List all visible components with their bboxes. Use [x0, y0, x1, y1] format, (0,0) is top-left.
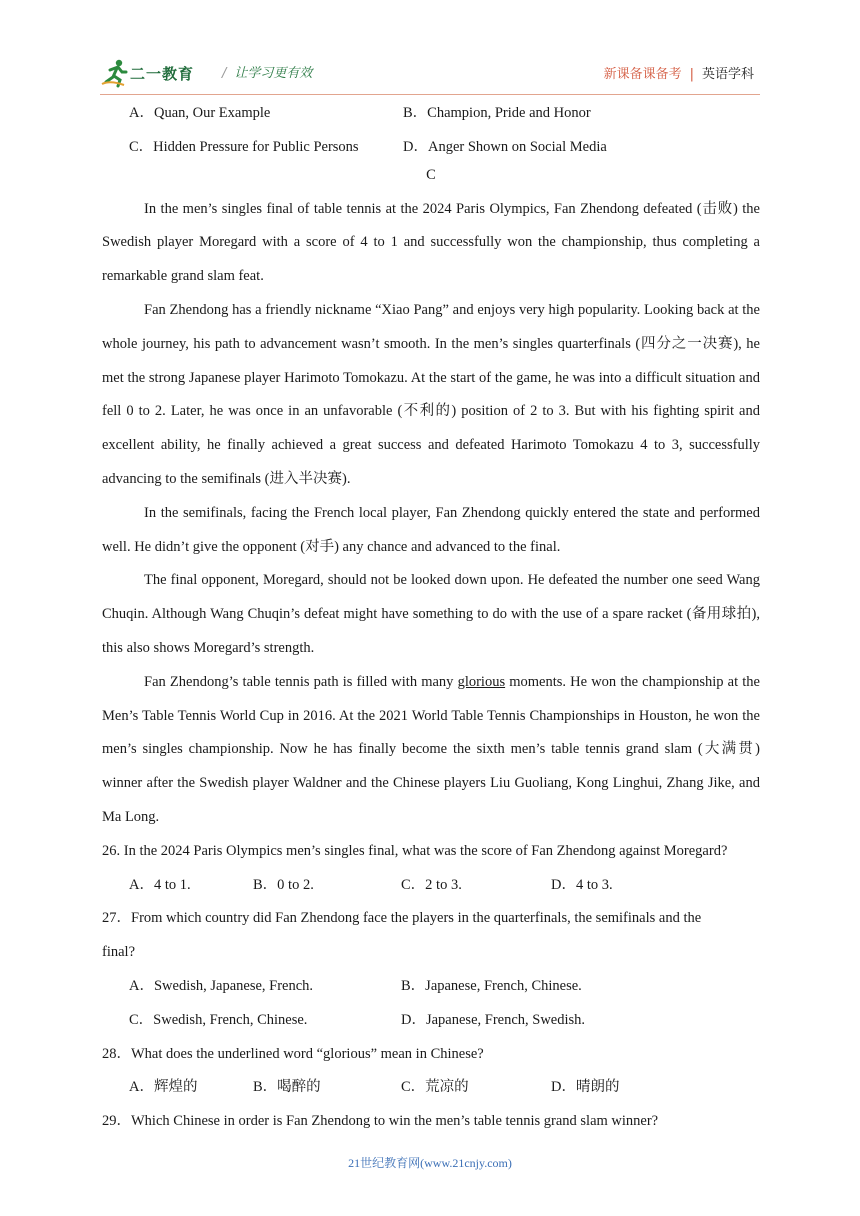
- header-subject-name: 英语学科: [701, 67, 754, 82]
- header-separator: |: [689, 67, 694, 82]
- q26-option-a: A．4 to 1.: [129, 876, 191, 893]
- q27-options-row-1: [102, 970, 760, 1004]
- passage-paragraph-4: The final opponent, Moregard, should not be looked down upon. He defeated the number one seed Wang Chuqin. Although Wang Chuqin’s defeat might have something to do with the use of a spare racket (备用球拍), this also shows Moregard’s strength.: [102, 572, 760, 656]
- q26-option-b: B．0 to 2.: [253, 876, 314, 893]
- prev-options-row-2: [102, 131, 760, 165]
- option-a: A．Quan, Our Example: [129, 105, 271, 121]
- section-label: C: [426, 166, 436, 183]
- p5-before: Fan Zhendong’s table tennis path is filled with many: [144, 673, 458, 690]
- q28-option-b: B．喝醉的: [253, 1079, 321, 1096]
- prev-options-row-1: [102, 97, 760, 131]
- underlined-word: glorious: [457, 673, 506, 690]
- q27-option-b: B．Japanese, French, Chinese.: [401, 977, 582, 994]
- header-course: 新课备课备考: [603, 67, 682, 82]
- question-27-line-1: 27．From which country did Fan Zhendong face the players in the quarterfinals, the semifinals and the: [102, 910, 702, 927]
- q27-option-d: D．Japanese, French, Swedish.: [401, 1011, 586, 1028]
- question-29: 29．Which Chinese in order is Fan Zhendong to win the men’s table tennis grand slam winner?: [102, 1113, 659, 1130]
- q28-option-d: D．晴朗的: [551, 1079, 620, 1096]
- q26-option-c: C．2 to 3.: [401, 876, 462, 893]
- passage-paragraph-2: Fan Zhendong has a friendly nickname “Xiao Pang” and enjoys very high popularity. Looking back at the whole journey, his path to advancement wasn’t smooth. In the men’s singles quarterfinals (四分之一决赛), he met the strong Japanese player Harimoto Tomokazu. At the start of the game, he was into a difficult situation and fell 0 to 2. Later, he was once in an unfavorable (不利的) position of 2 to 3. But with his fighting spirit and excellent ability, he finally achieved a great success and defeated Harimoto Tomokazu 4 to 3, successfully advancing to the semifinals (进入半决赛).: [102, 301, 760, 487]
- p5-after: moments. He won the championship at the Men’s Table Tennis World Cup in 2016. At the 2021 World Table Tennis Championships in Houston, he won the men’s singles championship. Now he has finally become the sixth men’s table tennis grand slam (大满贯) winner after the Swedish player Waldner and the Chinese players Liu Guoliang, Kong Linghui, Zhang Jike, and Ma Long.: [102, 673, 760, 825]
- q28-option-a: A．辉煌的: [129, 1079, 198, 1096]
- option-b: B．Champion, Pride and Honor: [403, 105, 591, 121]
- q26-options: [102, 869, 760, 903]
- option-c: C．Hidden Pressure for Public Persons: [129, 138, 359, 155]
- logo-text: 二一教育: [130, 64, 195, 83]
- q28-options: [102, 1071, 760, 1105]
- q27-options-row-2: [102, 1004, 760, 1038]
- page-header: [100, 56, 760, 92]
- document-body: [102, 97, 760, 1139]
- q27-option-a: A．Swedish, Japanese, French.: [129, 977, 314, 994]
- passage-paragraph-5: [102, 666, 760, 835]
- q26-option-d: D．4 to 3.: [551, 876, 613, 893]
- passage-paragraph-1: In the men’s singles final of table tennis at the 2024 Paris Olympics, Fan Zhendong defeated (击败) the Swedish player Moregard with a score of 4 to 1 and successfully won the championship, thus completing a remarkable grand slam feat.: [102, 200, 760, 285]
- slogan: [222, 62, 312, 81]
- option-d: D．Anger Shown on Social Media: [403, 138, 607, 155]
- header-divider: [100, 94, 760, 95]
- question-26: 26. In the 2024 Paris Olympics men’s singles final, what was the score of Fan Zhendong against Moregard?: [102, 842, 728, 859]
- q28-option-c: C．荒凉的: [401, 1079, 469, 1096]
- q27-option-c: C．Swedish, French, Chinese.: [129, 1011, 308, 1028]
- header-subject: [604, 63, 754, 82]
- slash-divider: /: [222, 66, 227, 81]
- runner-logo-icon: [100, 58, 128, 88]
- question-27-line-2: final?: [102, 944, 136, 961]
- logo: [100, 58, 194, 88]
- footer-link[interactable]: 21世纪教育网(www.21cnjy.com): [348, 1156, 512, 1170]
- question-28: 28．What does the underlined word “glorious” mean in Chinese?: [102, 1045, 484, 1062]
- passage-paragraph-3: In the semifinals, facing the French local player, Fan Zhendong quickly entered the state and performed well. He didn’t give the opponent (对手) any chance and advanced to the final.: [102, 504, 760, 555]
- slogan-text: 让学习更有效: [234, 66, 313, 81]
